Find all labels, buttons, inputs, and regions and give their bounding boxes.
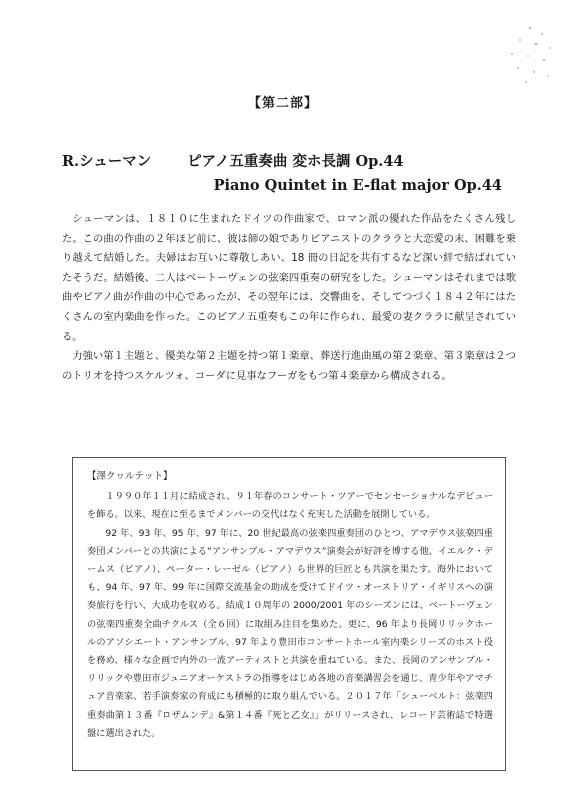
- performer-bio-paragraph: １９９０年１１月に結成され、９１年春のコンサート・ツアーでセンセーショナルなデビューを飾る。以来、現在に至るまでメンバーの交代はなく充実した活動を展開している。: [87, 491, 493, 521]
- decorative-dots: [490, 20, 560, 90]
- work-title-english: Piano Quintet in E-flat major Op.44: [213, 177, 502, 194]
- part-heading: 【第二部】: [247, 96, 318, 111]
- program-notes-paragraph: 力強い第１主題と、優美な第２主題を持つ第１楽章、葬送行進曲風の第２楽章、第３楽章は２つのトリオを持つスケルツォ、コーダに見事なフーガをもつ第４楽章から構成される。: [62, 350, 516, 382]
- work-title-japanese: ピアノ五重奏曲 変ホ長調 Op.44: [187, 153, 404, 170]
- performer-bio-box: [72, 457, 506, 771]
- work-title-line: [62, 150, 522, 171]
- composer-name: R.シューマン: [62, 153, 152, 170]
- program-notes: [62, 210, 516, 386]
- program-notes-paragraph: シューマンは、１８１０に生まれたドイツの作曲家で、ロマン派の優れた作品をたくさん残した。この曲の作曲の２年ほど前に、彼は師の娘でありピアニストのクララと大恋愛の末、困難を乗り越えて結婚した。夫婦はお互いに尊敬しあい、18 冊の日記を共有するなど深い絆で結ばれていたそうだ。結婚後、二人はベートーヴェンの弦楽四重奏の研究をした。シューマンはそれまでは歌曲やピアノ曲が作曲の中心であったが、その翌年には、交響曲を、そしてつづく１８４２年にはたくさんの室内楽曲を作った。このピアノ五重奏もこの年に作られ、最愛の妻クララに献呈されている。: [62, 213, 516, 343]
- performer-bio-heading: 【澤クヮルテット】: [87, 471, 173, 482]
- performer-bio-paragraph: 92 年、93 年、95 年、97 年に、20 世紀最高の弦楽四重奏団のひとつ、アマデウス弦楽四重奏団メンバーとの共演による“アンサンブル・アマデウス”演奏会が好評を博する他、イエルク・デームス（ピアノ）、ペーター・レーゼル（ピアノ）ら世界的巨匠とも共演を果たす。海外においても、94 年、97 年、99 年に国際交流基金の助成を受けてドイツ・オーストリア・イギリスへの演奏旅行を行い、大成功を収める。結成１０周年の 2000/2001 年のシーズンには、ベートーヴェンの弦楽四重奏全曲チクルス（全６回）に取組み注目を集めた。更に、96 年より長岡リリックホールのアソシエート・アンサンブル、97 年より豊田市コンサートホール室内楽シリーズのホスト役を務め、様々な企画で内外の一流アーティストと共演を重ねている。また、長岡のアンサンブル・リリックや豊田市ジュニアオーケストラの指導をはじめ各地の音楽講習会を通じ、青少年やアマチュア音楽家、若手演奏家の育成にも積極的に取り組んでいる。２０１７年「シューベルト：弦楽四重奏曲第１３番『ロザムンデ』&第１４番『死と乙女』」がリリースされ、レコード芸術誌で特選盤に選出された。: [87, 527, 493, 739]
